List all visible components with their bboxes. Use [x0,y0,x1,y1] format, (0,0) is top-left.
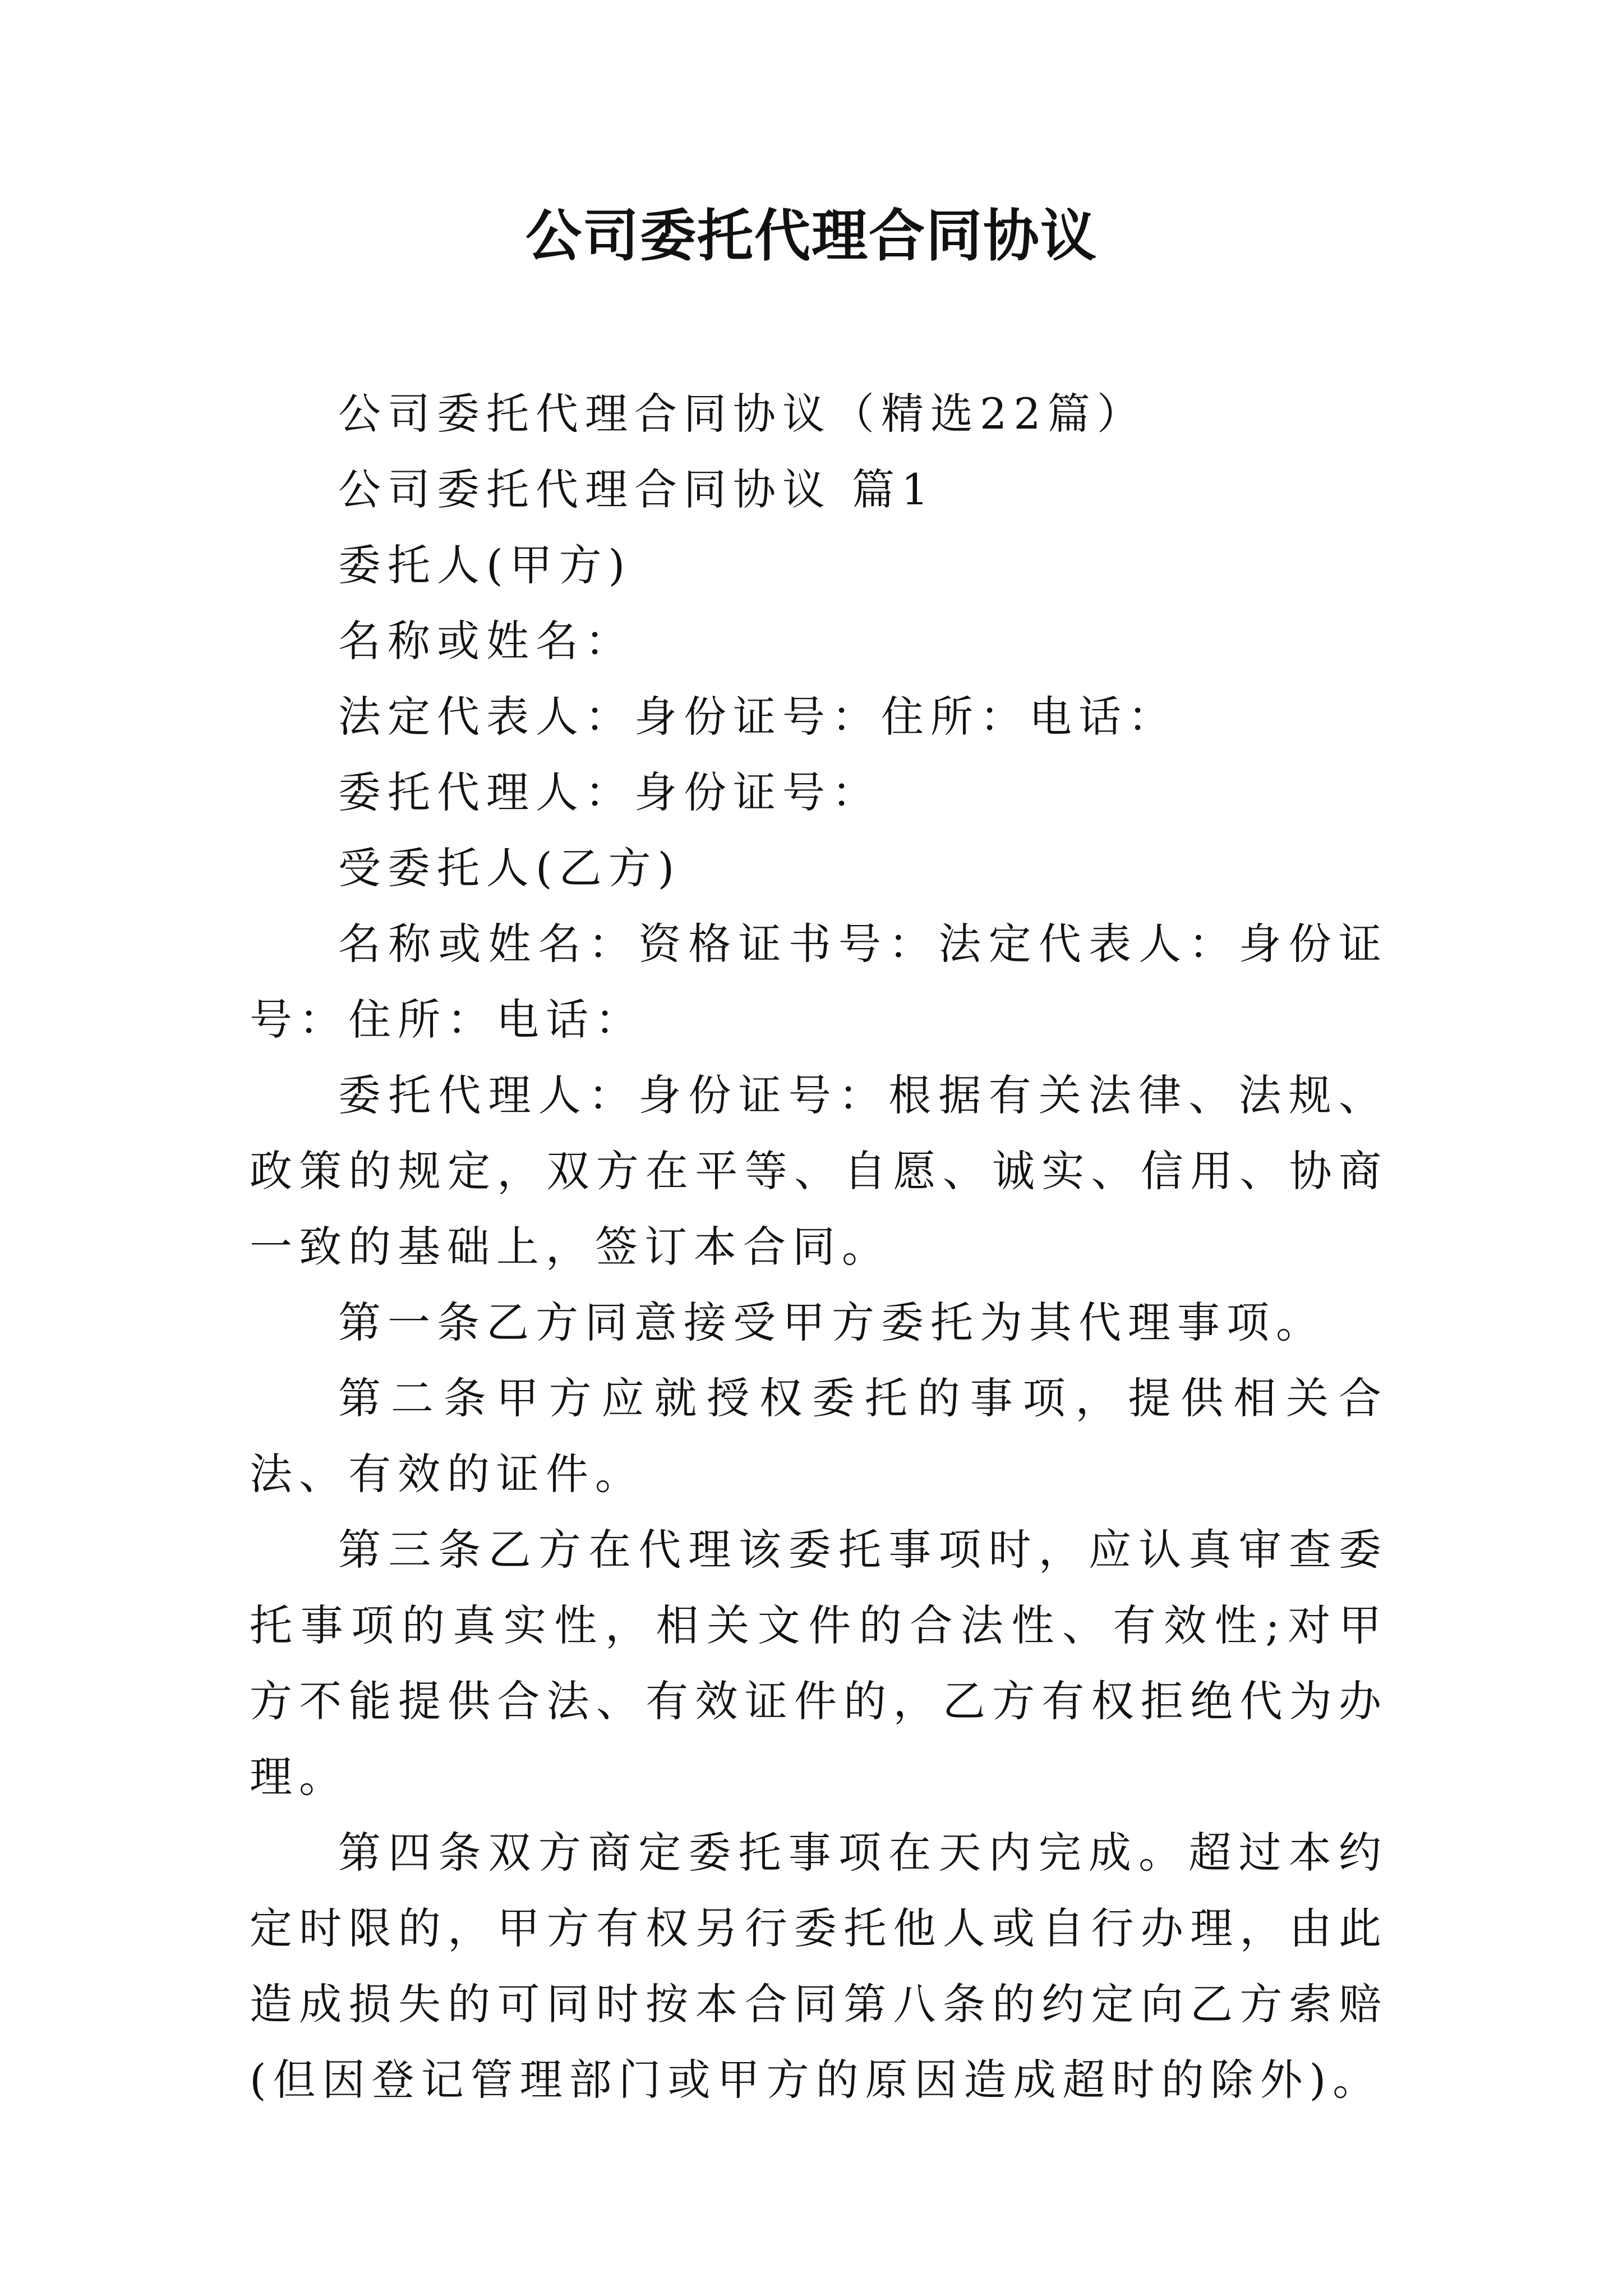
paragraph-section-heading: 公司委托代理合同协议 篇1 [338,464,935,514]
paragraph-party-a: 委托人(甲方) [338,540,632,590]
paragraph-article-1: 第一条乙方同意接受甲方委托为其代理事项。 [338,1297,1325,1347]
paragraph-party-b: 受委托人(乙方) [338,843,681,893]
paragraph-article-3: 第三条乙方在代理该委托事项时，应认真审查委托事项的真实性，相关文件的合法性、有效性;对甲方不能提供合法、有效证件的，乙方有权拒绝代为办理。 [250,1525,1388,1802]
paragraph-party-b-details: 名称或姓名：资格证书号：法定代表人：身份证号：住所：电话： [250,919,1388,1045]
document-body [250,376,1388,2118]
paragraph-party-a-agent: 委托代理人：身份证号： [338,767,881,817]
paragraph-article-4: 第四条双方商定委托事项在天内完成。超过本约定时限的，甲方有权另行委托他人或自行办理，由此造成损失的可同时按本合同第八条的约定向乙方索赔(但因登记管理部门或甲方的原因造成超时的除外)。 [250,1828,1388,2105]
paragraph-party-a-name: 名称或姓名： [338,616,634,666]
paragraph-article-2: 第二条甲方应就授权委托的事项，提供相关合法、有效的证件。 [250,1373,1388,1499]
paragraph-party-a-representative: 法定代表人：身份证号：住所：电话： [338,692,1177,742]
document-title: 公司委托代理合同协议 [525,203,1098,269]
paragraph-preamble: 委托代理人：身份证号：根据有关法律、法规、政策的规定，双方在平等、自愿、诚实、信用、协商一致的基础上，签订本合同。 [250,1070,1388,1272]
paragraph-subtitle: 公司委托代理合同协议（精选22篇） [338,389,1146,439]
